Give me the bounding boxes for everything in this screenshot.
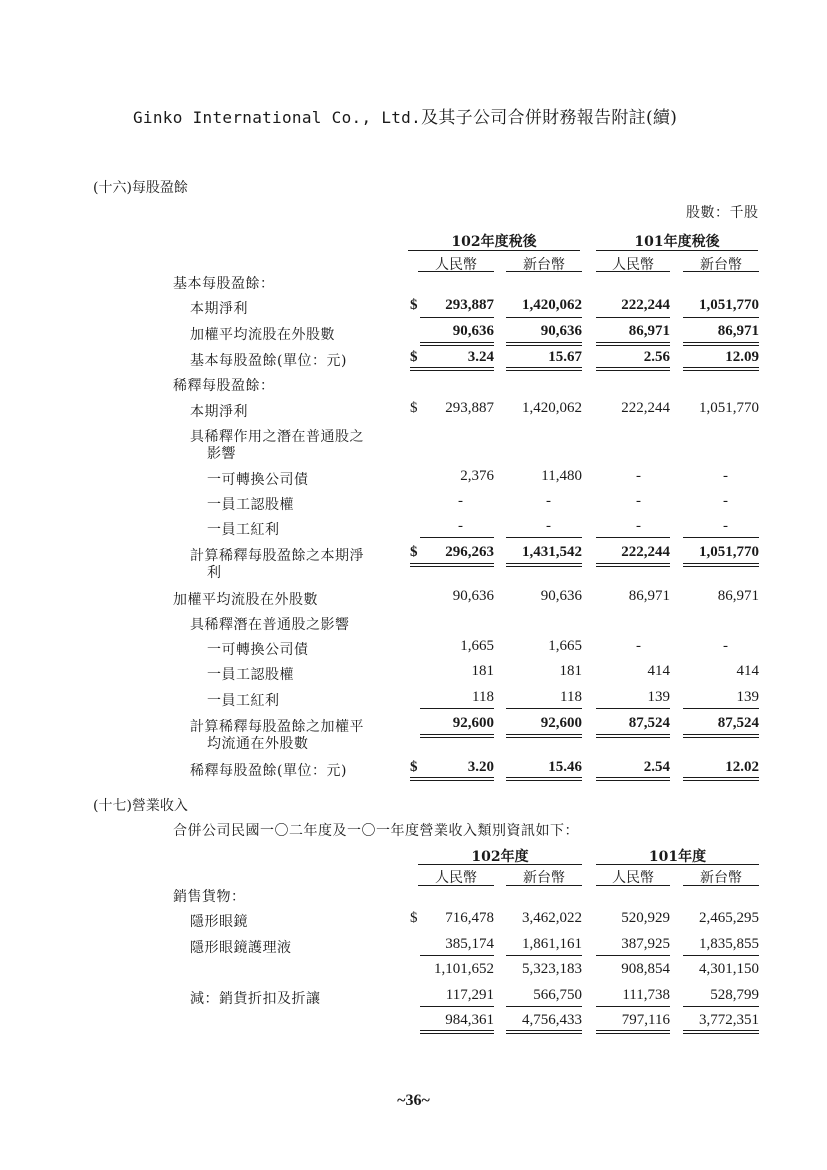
- currency-symbol: $: [410, 544, 418, 560]
- cell: 716,478: [445, 910, 494, 926]
- row-label: 一員工認股權: [207, 497, 294, 513]
- double-rule: [683, 1030, 759, 1034]
- subtotal-cell: 5,323,183: [522, 961, 582, 977]
- subtotal-cell: 908,854: [621, 961, 670, 977]
- cell: 87,524: [717, 715, 759, 731]
- cell: -: [723, 493, 728, 509]
- net-revenue-cell: 984,361: [445, 1012, 494, 1028]
- row-label: 本期淨利: [190, 301, 248, 317]
- cell: 1,835,855: [699, 936, 759, 952]
- double-rule: [420, 734, 494, 738]
- net-revenue-cell: 3,772,351: [699, 1012, 759, 1028]
- col-group-rule: [418, 864, 582, 865]
- row-label: 一員工紅利: [207, 693, 280, 709]
- col-header-rule: [418, 885, 494, 886]
- cell: 92,600: [540, 715, 582, 731]
- col-header-rule: [418, 271, 494, 272]
- rule: [420, 537, 494, 538]
- cell: 12.02: [725, 759, 759, 775]
- cell: 1,665: [548, 638, 582, 654]
- cell: 11,480: [541, 468, 582, 484]
- double-rule: [506, 563, 582, 567]
- cell: 90,636: [452, 323, 494, 339]
- double-rule: [506, 777, 582, 781]
- rule: [596, 317, 670, 318]
- double-rule: [683, 777, 759, 781]
- rule: [596, 955, 670, 956]
- cell: 86,971: [628, 323, 670, 339]
- col-group-102: 102年度: [471, 849, 529, 865]
- cell: 566,750: [533, 987, 582, 1003]
- cell: -: [546, 493, 551, 509]
- cell: 296,263: [445, 544, 494, 560]
- col-header-rule: [506, 885, 582, 886]
- cell: 222,244: [621, 544, 670, 560]
- currency-symbol: $: [410, 759, 418, 775]
- row-label: 隱形眼鏡護理液: [190, 940, 292, 956]
- rule: [420, 1006, 494, 1007]
- cell: -: [458, 493, 463, 509]
- cell: 1,051,770: [699, 544, 759, 560]
- cell: 139: [736, 689, 759, 705]
- double-rule: [410, 367, 494, 371]
- cell: 15.46: [548, 759, 582, 775]
- cell: 181: [559, 663, 582, 679]
- currency-symbol: $: [410, 349, 418, 365]
- cell: 3.24: [467, 349, 494, 365]
- col-header-ntd: 新台幣: [523, 870, 565, 886]
- cell: 528,799: [710, 987, 759, 1003]
- row-label: 影響: [207, 446, 236, 462]
- col-header-rule: [683, 271, 759, 272]
- subtotal-cell: 1,101,652: [434, 961, 494, 977]
- section-title-revenue: (十七)營業收入: [93, 798, 188, 814]
- cell: 1,051,770: [699, 297, 759, 313]
- row-label: 具稀釋潛在普通股之影響: [190, 617, 350, 633]
- cell: 92,600: [452, 715, 494, 731]
- cell: 118: [472, 689, 494, 705]
- cell: 222,244: [621, 400, 670, 416]
- rule: [506, 955, 582, 956]
- cell: 1,431,542: [522, 544, 582, 560]
- cell: -: [636, 468, 641, 484]
- col-header-ntd: 新台幣: [523, 257, 565, 273]
- rule: [683, 537, 759, 538]
- row-label: 一員工認股權: [207, 667, 294, 683]
- rule: [420, 708, 494, 709]
- cell: 387,925: [621, 936, 670, 952]
- double-rule: [420, 1030, 494, 1034]
- cell: -: [723, 638, 728, 654]
- rule: [506, 317, 582, 318]
- double-rule: [506, 734, 582, 738]
- row-label: 計算稀釋每股盈餘之本期淨: [190, 548, 364, 564]
- double-rule: [596, 342, 670, 346]
- sales-heading: 銷售貨物：: [173, 889, 246, 905]
- section-title-eps: (十六)每股盈餘: [93, 180, 188, 196]
- double-rule: [596, 367, 670, 371]
- col-header-rule: [506, 271, 582, 272]
- rule: [683, 317, 759, 318]
- cell: 87,524: [628, 715, 670, 731]
- rule: [596, 708, 670, 709]
- row-label: 利: [207, 565, 222, 581]
- cell: 1,861,161: [522, 936, 582, 952]
- rule: [420, 955, 494, 956]
- cell: -: [636, 638, 641, 654]
- row-label: 基本每股盈餘(單位：元): [190, 353, 347, 369]
- cell: 90,636: [540, 588, 582, 604]
- cell: 2,376: [460, 468, 494, 484]
- cell: 414: [647, 663, 670, 679]
- double-rule: [410, 777, 494, 781]
- cell: 1,051,770: [699, 400, 759, 416]
- cell: 90,636: [540, 323, 582, 339]
- basic-eps-heading: 基本每股盈餘：: [173, 276, 275, 292]
- cell: -: [723, 468, 728, 484]
- diluted-eps-heading: 稀釋每股盈餘：: [173, 378, 275, 394]
- col-group-rule: [596, 864, 759, 865]
- cell: 414: [736, 663, 759, 679]
- cell: 293,887: [445, 400, 494, 416]
- cell: 139: [647, 689, 670, 705]
- col-header-rmb: 人民幣: [612, 257, 654, 273]
- rule: [506, 708, 582, 709]
- double-rule: [596, 563, 670, 567]
- col-header-ntd: 新台幣: [700, 870, 742, 886]
- cell: -: [636, 518, 641, 534]
- report-header: [133, 103, 677, 128]
- col-group-rule: [408, 250, 580, 251]
- rule: [596, 537, 670, 538]
- row-label: 減：銷貨折扣及折讓: [190, 991, 321, 1007]
- col-group-102: 102年度稅後: [451, 234, 537, 250]
- cell: 111,738: [622, 987, 670, 1003]
- col-header-rule: [596, 885, 670, 886]
- unit-note: 股數：千股: [686, 205, 759, 221]
- rule: [420, 317, 494, 318]
- cell: 222,244: [621, 297, 670, 313]
- cell: -: [458, 518, 463, 534]
- double-rule: [596, 1030, 670, 1034]
- cell: 385,174: [445, 936, 494, 952]
- cell: 1,665: [460, 638, 494, 654]
- col-group-rule: [596, 250, 758, 251]
- row-label: 本期淨利: [190, 404, 248, 420]
- cell: 520,929: [621, 910, 670, 926]
- cell: 2.56: [643, 349, 670, 365]
- double-rule: [410, 563, 494, 567]
- cell: -: [636, 493, 641, 509]
- col-header-rmb: 人民幣: [612, 870, 654, 886]
- company-name-en: Ginko International Co., Ltd.: [133, 108, 422, 127]
- cell: 1,420,062: [522, 297, 582, 313]
- rule: [683, 1006, 759, 1007]
- row-label: 加權平均流股在外股數: [190, 327, 335, 343]
- double-rule: [506, 342, 582, 346]
- double-rule: [683, 563, 759, 567]
- double-rule: [506, 1030, 582, 1034]
- double-rule: [420, 342, 494, 346]
- col-header-ntd: 新台幣: [700, 257, 742, 273]
- subtotal-cell: 4,301,150: [699, 961, 759, 977]
- cell: 2,465,295: [699, 910, 759, 926]
- row-label: 均流通在外股數: [207, 736, 309, 752]
- rule: [683, 955, 759, 956]
- cell: 12.09: [725, 349, 759, 365]
- cell: 181: [471, 663, 494, 679]
- col-header-rmb: 人民幣: [435, 870, 477, 886]
- cell: -: [546, 518, 551, 534]
- rule: [683, 708, 759, 709]
- cell: 86,971: [628, 588, 670, 604]
- currency-symbol: $: [410, 297, 418, 313]
- cell: 3,462,022: [522, 910, 582, 926]
- double-rule: [596, 734, 670, 738]
- row-label: 一員工紅利: [207, 522, 280, 538]
- row-label: 計算稀釋每股盈餘之加權平: [190, 719, 364, 735]
- cell: 293,887: [445, 297, 494, 313]
- row-label: 一可轉換公司債: [207, 642, 309, 658]
- double-rule: [506, 367, 582, 371]
- net-revenue-cell: 797,116: [621, 1012, 670, 1028]
- rule: [506, 537, 582, 538]
- col-header-rmb: 人民幣: [435, 257, 477, 273]
- cell: 3.20: [467, 759, 494, 775]
- currency-symbol: $: [410, 910, 418, 926]
- double-rule: [683, 734, 759, 738]
- cell: 117,291: [445, 987, 494, 1003]
- cell: 15.67: [548, 349, 582, 365]
- net-revenue-cell: 4,756,433: [522, 1012, 582, 1028]
- col-group-101: 101年度稅後: [634, 234, 720, 250]
- double-rule: [683, 342, 759, 346]
- rule: [596, 1006, 670, 1007]
- cell: 86,971: [717, 323, 759, 339]
- currency-symbol: $: [410, 400, 418, 416]
- cell: 1,420,062: [522, 400, 582, 416]
- double-rule: [683, 367, 759, 371]
- cell: -: [723, 518, 728, 534]
- cell: 118: [560, 689, 582, 705]
- col-header-rule: [596, 271, 670, 272]
- revenue-intro: 合併公司民國一〇二年度及一〇一年度營業收入類別資訊如下：: [173, 823, 579, 839]
- page-number: ~36~: [397, 1092, 430, 1109]
- col-group-101: 101年度: [648, 849, 707, 865]
- row-label: 隱形眼鏡: [190, 914, 248, 930]
- row-label: 加權平均流股在外股數: [173, 592, 318, 608]
- col-header-rule: [683, 885, 759, 886]
- report-title-zh: 及其子公司合併財務報告附註(續): [421, 108, 678, 128]
- cell: 90,636: [452, 588, 494, 604]
- cell: 2.54: [643, 759, 670, 775]
- row-label: 一可轉換公司債: [207, 472, 309, 488]
- row-label: 稀釋每股盈餘(單位：元): [190, 763, 347, 779]
- rule: [506, 1006, 582, 1007]
- double-rule: [596, 777, 670, 781]
- row-label: 具稀釋作用之潛在普通股之: [190, 429, 364, 445]
- cell: 86,971: [717, 588, 759, 604]
